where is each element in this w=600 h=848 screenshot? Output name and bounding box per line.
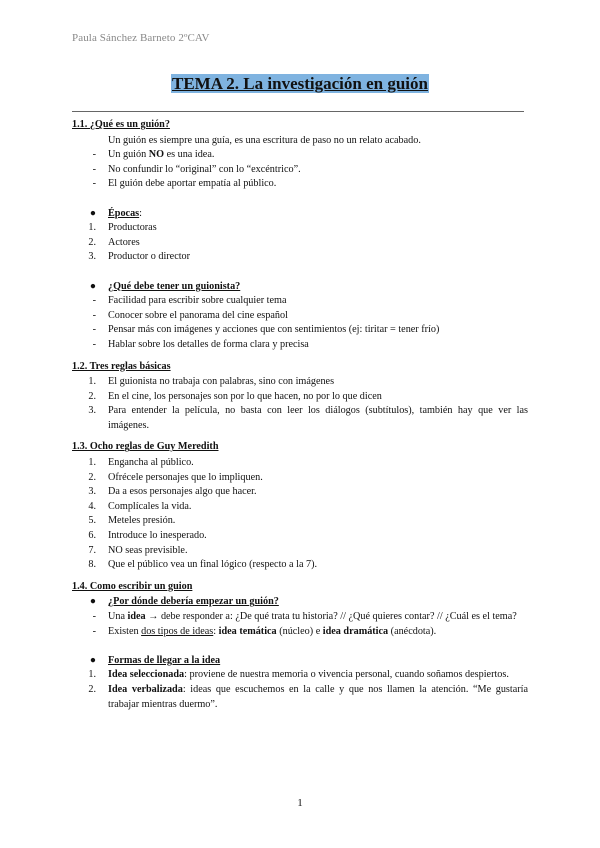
list-item-text: Pensar más con imágenes y acciones que con sentimientos (ej: tiritar = tener frío) bbox=[108, 324, 440, 336]
bold-text: idea dramática bbox=[322, 625, 389, 637]
section-heading-1-2: 1.2. Tres reglas básicas bbox=[72, 360, 171, 372]
number-marker: 3. bbox=[88, 405, 96, 417]
dash-marker: - bbox=[92, 163, 96, 175]
page-title: TEMA 2. La investigación en guión bbox=[172, 74, 428, 93]
text-run: (núcleo) e bbox=[276, 625, 323, 637]
text-run: : bbox=[139, 207, 142, 219]
list-item bbox=[72, 500, 528, 515]
document-body bbox=[72, 118, 528, 712]
list-item-text: Complícales la vida. bbox=[108, 500, 192, 512]
list-item bbox=[72, 471, 528, 486]
list-item bbox=[72, 610, 528, 625]
section-heading-1-4: 1.4. Como escribir un guion bbox=[72, 580, 193, 592]
list-item-text: Facilidad para escribir sobre cualquier tema bbox=[108, 295, 287, 307]
underlined-text: dos tipos de ideas bbox=[141, 625, 214, 637]
list-item bbox=[72, 544, 528, 559]
number-marker: 2. bbox=[88, 683, 96, 695]
text-run: Una bbox=[108, 611, 128, 622]
dash-marker: - bbox=[92, 295, 96, 307]
list-item-text: Introduce lo inesperado. bbox=[108, 530, 207, 542]
bold-text: Idea seleccionada bbox=[108, 669, 185, 681]
list-item bbox=[72, 323, 528, 338]
dash-marker: - bbox=[92, 149, 96, 161]
bullet-icon: ● bbox=[89, 596, 96, 608]
dash-marker: - bbox=[92, 338, 96, 350]
section-heading-1-1: 1.1. ¿Qué es un guión? bbox=[72, 119, 170, 130]
text-run: Existen bbox=[108, 625, 142, 637]
title-divider bbox=[72, 111, 524, 112]
bold-underlined-label: ¿Qué debe tener un guionista? bbox=[108, 280, 241, 292]
list-item-text: Productor o director bbox=[108, 251, 191, 263]
number-marker: 2. bbox=[88, 390, 96, 402]
bold-text: NO bbox=[148, 149, 165, 161]
bold-text: Idea verbalizada bbox=[108, 683, 183, 695]
bold-underlined-label: ¿Por dónde debería empezar un guión? bbox=[108, 596, 279, 608]
section-intro: Un guión es siempre una guía, es una escritura de paso no un relato acabado. bbox=[108, 134, 421, 146]
dash-marker: - bbox=[92, 178, 96, 190]
text-run: Un guión bbox=[108, 149, 149, 161]
bold-text: idea temática bbox=[218, 625, 277, 637]
page-header-author: Paula Sánchez Barneto 2ºCAV bbox=[72, 32, 210, 44]
number-marker: 6. bbox=[88, 530, 96, 542]
list-item bbox=[72, 338, 528, 353]
list-item bbox=[72, 558, 528, 573]
bullet-icon: ● bbox=[89, 654, 96, 666]
bold-underlined-label: Formas de llegar a la idea bbox=[108, 654, 221, 666]
number-marker: 4. bbox=[88, 500, 96, 512]
number-marker: 8. bbox=[88, 559, 96, 571]
number-marker: 2. bbox=[88, 236, 96, 248]
dash-marker: - bbox=[92, 309, 96, 321]
list-item-text: El guión debe aportar empatía al público. bbox=[108, 178, 277, 190]
list-item bbox=[72, 375, 528, 390]
text-run: → debe responder a: ¿De qué trata tu historia? // ¿Qué quieres contar? // ¿Cuál es el tema? bbox=[145, 611, 517, 622]
list-item-text: NO seas previsible. bbox=[108, 544, 188, 556]
list-item bbox=[72, 294, 528, 309]
number-marker: 5. bbox=[88, 515, 96, 527]
bullet-heading-formas bbox=[72, 654, 528, 669]
bullet-heading-guionista bbox=[72, 280, 528, 295]
list-item-text: Para entender la película, no basta con leer los diálogos (subtítulos), también hay que ver las imágenes. bbox=[108, 405, 528, 431]
list-item bbox=[72, 250, 528, 265]
text-run: es una idea. bbox=[164, 149, 215, 161]
list-item-text: El guionista no trabaja con palabras, sino con imágenes bbox=[108, 376, 335, 388]
list-item-text: Meteles presión. bbox=[108, 515, 176, 527]
bullet-heading-epocas bbox=[72, 207, 528, 222]
number-marker: 1. bbox=[88, 222, 96, 234]
dash-marker: - bbox=[92, 611, 96, 622]
list-item-text: Actores bbox=[108, 236, 140, 248]
number-marker: 1. bbox=[88, 376, 96, 388]
list-item bbox=[72, 309, 528, 324]
list-item bbox=[72, 456, 528, 471]
list-item bbox=[72, 404, 528, 433]
bullet-icon: ● bbox=[89, 280, 96, 292]
list-item-text: Hablar sobre los detalles de forma clara y precisa bbox=[108, 338, 309, 350]
list-item bbox=[72, 625, 528, 640]
bold-underlined-label: Épocas bbox=[108, 207, 140, 219]
section-heading-1-3: 1.3. Ocho reglas de Guy Meredith bbox=[72, 441, 219, 453]
list-item bbox=[72, 390, 528, 405]
number-marker: 2. bbox=[88, 471, 96, 483]
list-item-text: No confundir lo “original” con lo “excéntrico”. bbox=[108, 163, 301, 175]
number-marker: 7. bbox=[88, 544, 96, 556]
list-item-text: Productoras bbox=[108, 222, 157, 234]
list-item bbox=[72, 683, 528, 712]
list-item bbox=[72, 148, 528, 163]
list-item-text: Conocer sobre el panorama del cine español bbox=[108, 309, 288, 321]
list-item bbox=[72, 163, 528, 178]
number-marker: 1. bbox=[88, 669, 96, 681]
list-item-text: En el cine, los personajes son por lo que hacen, no por lo que dicen bbox=[108, 390, 382, 402]
bullet-heading-por-donde bbox=[72, 595, 528, 610]
page-title-wrapper bbox=[0, 74, 600, 94]
page-number: 1 bbox=[297, 797, 303, 809]
list-item bbox=[72, 668, 528, 683]
dash-marker: - bbox=[92, 324, 96, 336]
list-item-text: Da a esos personajes algo que hacer. bbox=[108, 486, 257, 498]
list-item bbox=[72, 177, 528, 192]
text-run: : bbox=[213, 625, 219, 637]
text-run: : ideas que escuchemos en la calle y que nos llamen la atención. “Me gustaría trabajar mientras duermo”. bbox=[108, 683, 528, 710]
number-marker: 3. bbox=[88, 486, 96, 498]
bullet-icon: ● bbox=[89, 207, 96, 219]
list-item bbox=[72, 236, 528, 251]
list-item-text: Ofrécele personajes que lo impliquen. bbox=[108, 471, 263, 483]
list-item bbox=[72, 485, 528, 500]
list-item-text: Engancha al público. bbox=[108, 457, 194, 469]
text-run: (anécdota). bbox=[388, 625, 437, 637]
text-run: : proviene de nuestra memoria o vivencia personal, cuando soñamos despiertos. bbox=[184, 669, 509, 681]
bold-text: idea bbox=[127, 611, 146, 622]
number-marker: 1. bbox=[88, 457, 96, 469]
list-item-text: Que el público vea un final lógico (respecto a la 7). bbox=[108, 559, 318, 571]
list-item bbox=[72, 221, 528, 236]
list-item bbox=[72, 529, 528, 544]
dash-marker: - bbox=[92, 625, 96, 637]
number-marker: 3. bbox=[88, 251, 96, 263]
list-item bbox=[72, 514, 528, 529]
